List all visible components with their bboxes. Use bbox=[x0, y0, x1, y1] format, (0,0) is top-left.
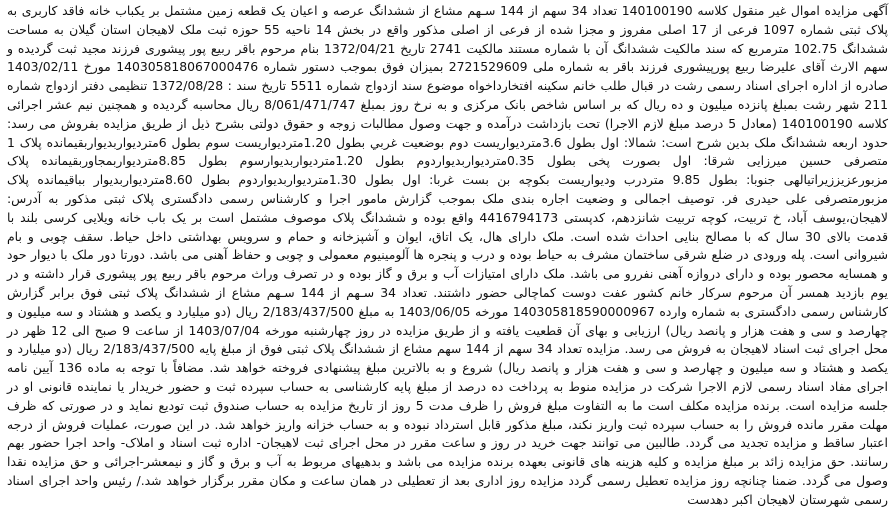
auction-notice-text bbox=[7, 2, 888, 510]
auction-notice-paragraph: آگهی مزایده اموال غیر منقول کلاسه 140100190 تعداد 34 سهم از 144 سـهم مشاع از ششدانگ عرصه و اعیان یک قطعه زمین مشتمل بر یکباب خانه فاقد کاربری به پلاک ثبتی شماره 1097 فرعی از 17 اصلی مفروز و مجزا شده از فرعی از اصلی مذکور واقع در بخش 14 ناحیه 55 حوزه ثبت ملک لاهیجان استان گیلان به مساحت ششدانگ 102.75 مترمربع که سند مالکیت ششدانگ آن با شماره مستند مالکیت 2741 تاریخ 1372/04/21 بنام مرحوم باقر ربیع پور پیشوری فرزند مجید ثبت گردیده و سهم الارث آقای علیرضا ربیع پورپیشوری فرزند باقر به شماره ملی 2721529609 بمیزان فوق بموجب دستور شماره 140305818067000476 مورخ 1403/02/11 صادره از اداره اجرای اسناد رسمی رشت در قبال طلب خانم سکینه افتخارداخواه موضوع سند ازدواج شماره 5511 تاریخ سند : 1372/08/28 تنظیمی دفتر ازدواج شماره 211 شهر رشت بمبلغ پانزده میلیون و ده ریال که بر اساس شاخص بانک مرکزی و به نرخ روز بمبلغ 8/061/471/747 ریال محاسبه گردیده و همچنین نیم عشر اجرائی کلاسه 140100190 (معادل 5 درصد مبلغ لازم الاجرا) تحت بازداشت درآمده و جهت وصول مطالبات زوجه و حقوق دولتی بشرح ذیل از طریق مزایده بفروش می رسد: حدود اربعه ششدانگ ملک بدین شرح است: شمالا: اول بطول 3.6مترديواريست دوم بوضعيت غربي بطول 1.20مترديواريست سوم بطول 6متردیوار‌بدیواربقیمانده پلاک 1 متصرفی حسین میرزایی شرقا: اول بصورت پخی بطول 0.35متردیواربدیواردوم بطول 1.20متردیواربدیوارسوم بطول 8.85متردیواربمجاوربقیمانده پلاک مزبورعزیززیراتیالهی جنوبا: بطول 9.85 متردرب ودیواریست بکوچه بن بست غربا: اول بطول 1.30متردیواربدیواردوم بطول 8.60متردیواربدیوار بباقیمانده پلاک مزبورمتصرفی علی حیدری فر. توصیف اجمالی و وضعیت اجاره بندی ملک بموجب گزارش مامور اجرا و کارشناس رسمی دادگستری پلاک ثبتی مذکور به آدرس: لاهیجان،یوسف آباد، خ تربیت، کوچه تربیت شانزدهم، کدپستی 4416794173 واقع بوده و ششدانگ پلاک موصوف مشتمل است بر یک باب خانه ویلایی کرسی بلند با قدمت بالای 30 سال که با مصالح بنایی احداث شده است. ملک دارای هال، یک اتاق، ایوان و آشپزخانه و حمام و سرویس بهداشتی داخل حیاط. سقف چوبی و بام شیروانی است. پله ورودی در ضلع شرقی ساختمان مشرف به حیاط بوده و درب و پنجره ها آلومینیوم معمولی و چوبی و حفاظ آهنی می باشد. دورتا دور ملک با دیوار حود و همسایه محصور بوده و دارای دروازه آهنی نفررو می باشد. ملک دارای امتیازات آب و برق و گاز بوده و در تصرف وراث مرحوم باقر ربیع پور پیشوری قرار داشته و در یوم بازدید همسر آن مرحوم سرکار خانم کشور عفت دوست کماچالی حضور داشتند. تعداد 34 سـهم از 144 سـهم مشاع از ششدانگ پلاک ثبتی فوق برابر گزارش کارشناس رسمی دادگستری به شماره وارده 140305818590000967 مورخه 1403/06/05 به مبلغ 2/183/437/500 ریال (دو میلیارد و یکصد و هشتاد و سه میلیون و چهارصد و سی و هفت هزار و پانصد ریال) ارزیابی و بهای آن قطعیت یافته و از طریق مزایده در روز چهارشنبه مورخه 1403/07/04 از ساعت 9 صبح الی 12 ظهر در محل اجرای ثبت اسناد لاهیجان به فروش می رسد. مزایده تعداد 34 سهم از 144 سهم مشاع از ششدانگ پلاک ثبتی فوق از مبلغ پایه 2/183/437/500 ریال (دو میلیارد و یکصد و هشتاد و سه میلیون و چهارصد و سی و هفت هزار و پانصد ریال) شروع و به بالاترین مبلغ پیشنهادی فروخته خواهد شد. مضافاً با توجه به ماده 136 آیین نامه اجرای مفاد اسناد رسمی لازم الاجرا شرکت در مزایده منوط به پرداخت ده درصد از مبلغ پایه کارشناسی به حساب سپرده ثبت و حضور خریدار یا نماینده قانونی او در جلسه مزایده است. برنده مزایده مکلف است ما به التفاوت مبلغ فروش را ظرف مدت 5 روز از تاریخ مزایده به حساب صندوق ثبت تودیع نماید و در صورتی که ظرف مهلت مقرر مانده فروش را به حساب سپرده ثبت واریز نکند، مبلغ مذکور قابل استرداد نبوده و به حساب خزانه واریز خواهد شد. در این صورت، عملیات فروش از درجه اعتبار ساقط و مزایده تجدید می گردد. طالبین می توانند جهت خرید در روز و ساعت مقرر در محل اجرای ثبت لاهیجان- اداره ثبت اسناد و املاک- واحد اجرا حضور بهم رسانند. حق مزایده زائد بر مبلغ مزایده و کلیه هزینه های قانونی بعهده برنده مزایده می باشد و بدهیهای مربوط به آب و برق و گاز و نیمعشر-اجرائی و حق مزایده نقدا وصول می گردد. ضمنا چنانچه روز مزایده تعطیل رسمی گردد مزایده روز اداری بعد از تعطیلی در همان ساعت و مکان مقرر برگزار خواهد شد./ رئیس واحد اجرای اسناد رسمی شهرستان لاهیجان اکبر دهدست bbox=[7, 3, 889, 507]
